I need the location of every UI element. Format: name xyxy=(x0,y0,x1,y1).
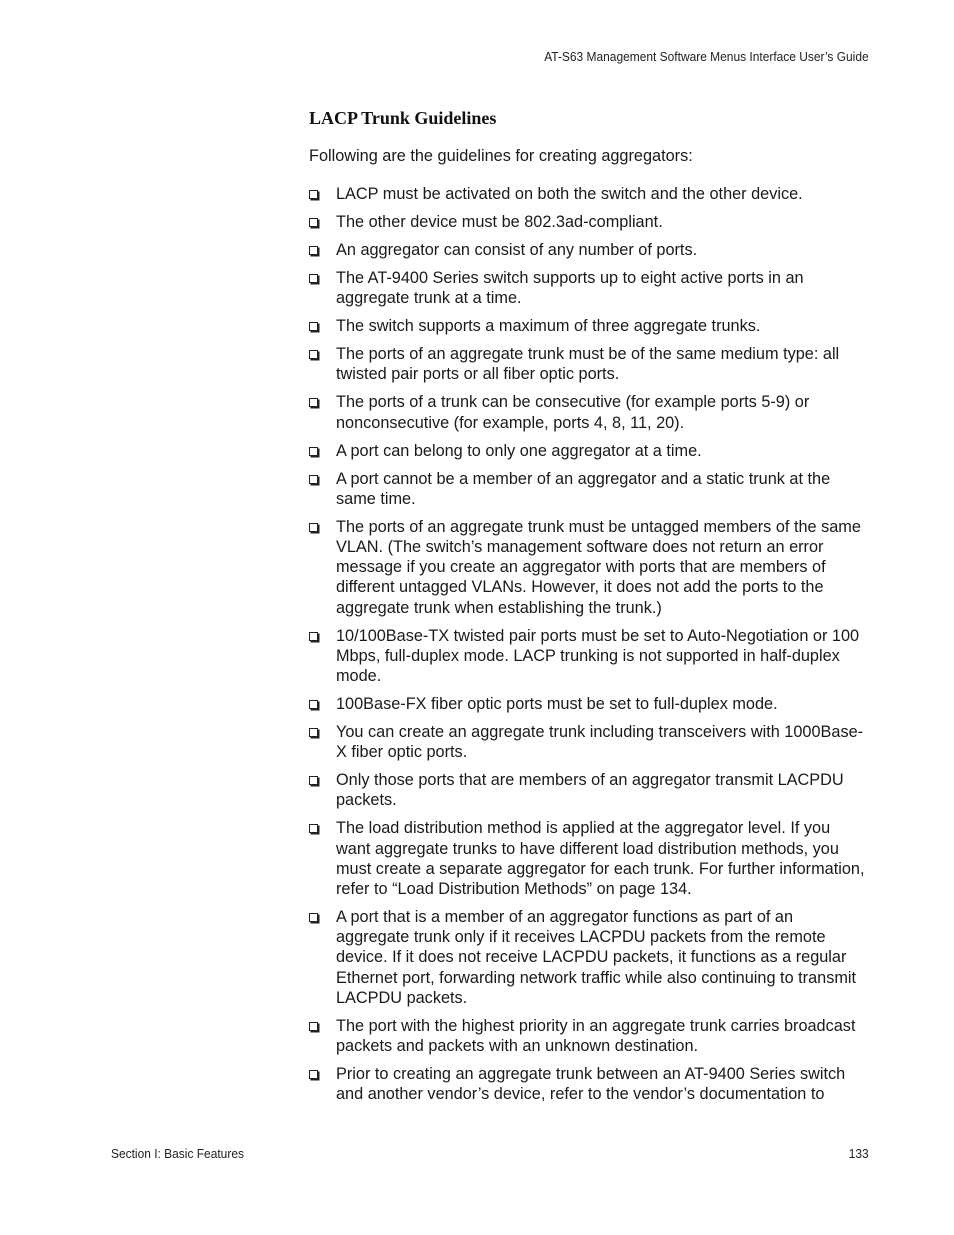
running-header: AT-S63 Management Software Menus Interface User’s Guide xyxy=(544,49,869,64)
list-item xyxy=(309,694,869,714)
list-item-text: The other device must be 802.3ad-compliant. xyxy=(336,213,663,231)
checkbox-bullet-icon xyxy=(309,398,318,407)
list-item-text: The AT-9400 Series switch supports up to eight active ports in an aggregate trunk at a time. xyxy=(336,269,804,308)
guidelines-list xyxy=(309,184,869,1112)
checkbox-bullet-icon xyxy=(309,274,318,283)
list-item xyxy=(309,469,869,509)
list-item-text: Prior to creating an aggregate trunk between an AT-9400 Series switch and another vendor’s device, refer to the vendor’s documentation to xyxy=(336,1065,846,1104)
list-item xyxy=(309,240,869,260)
checkbox-bullet-icon xyxy=(309,350,318,359)
checkbox-bullet-icon xyxy=(309,523,318,532)
list-item xyxy=(309,818,869,899)
intro-paragraph: Following are the guidelines for creating aggregators: xyxy=(309,147,693,165)
list-item xyxy=(309,212,869,232)
list-item xyxy=(309,316,869,336)
checkbox-bullet-icon xyxy=(309,190,318,199)
checkbox-bullet-icon xyxy=(309,824,318,833)
checkbox-bullet-icon xyxy=(309,728,318,737)
list-item xyxy=(309,441,869,461)
list-item-text: The ports of an aggregate trunk must be of the same medium type: all twisted pair ports or all fiber optic ports. xyxy=(336,345,840,384)
checkbox-bullet-icon xyxy=(309,447,318,456)
footer-section-label: Section I: Basic Features xyxy=(111,1146,244,1161)
list-item xyxy=(309,344,869,384)
list-item-text: A port that is a member of an aggregator functions as part of an aggregate trunk only if it receives LACPDU packets from the remote device. If it does not receive LACPDU packets, it functions as a regular Ethernet port, forwarding network traffic while also continuing to transmit LACPDU packets. xyxy=(336,908,857,1007)
list-item xyxy=(309,517,869,618)
checkbox-bullet-icon xyxy=(309,700,318,709)
checkbox-bullet-icon xyxy=(309,632,318,641)
list-item-text: You can create an aggregate trunk including transceivers with 1000Base-X fiber optic ports. xyxy=(336,723,864,762)
checkbox-bullet-icon xyxy=(309,913,318,922)
list-item-text: The port with the highest priority in an aggregate trunk carries broadcast packets and packets with an unknown destination. xyxy=(336,1016,856,1056)
checkbox-bullet-icon xyxy=(309,218,318,227)
list-item-text: Only those ports that are members of an aggregator transmit LACPDU packets. xyxy=(336,771,844,810)
list-item-text: The switch supports a maximum of three aggregate trunks. xyxy=(336,317,761,336)
checkbox-bullet-icon xyxy=(309,776,318,785)
checkbox-bullet-icon xyxy=(309,1070,318,1079)
list-item xyxy=(309,392,869,432)
list-item-text: LACP must be activated on both the switch and the other device. xyxy=(336,185,803,203)
checkbox-bullet-icon xyxy=(309,475,318,484)
list-item-text: 100Base-FX fiber optic ports must be set to full-duplex mode. xyxy=(336,695,778,714)
page-number: 133 xyxy=(849,1146,869,1161)
list-item xyxy=(309,722,869,762)
list-item-text: The load distribution method is applied at the aggregator level. If you want aggregate trunks to have different load distribution methods, you must create a separate aggregator for each trunk. For further information, refer to “Load Distribution Methods” on page 134. xyxy=(336,819,865,899)
list-item-text: The ports of an aggregate trunk must be untagged members of the same VLAN. (The switch’s management software does not return an error message if you create an aggregator with ports that are members of different untagged VLANs. However, it does not add the ports to the aggregate trunk when establishing the trunk.) xyxy=(336,517,861,617)
list-item xyxy=(309,268,869,308)
list-item-text: A port cannot be a member of an aggregator and a static trunk at the same time. xyxy=(336,469,831,508)
checkbox-bullet-icon xyxy=(309,246,318,255)
list-item xyxy=(309,1016,869,1056)
list-item-text: An aggregator can consist of any number of ports. xyxy=(336,241,698,259)
list-item-text: A port can belong to only one aggregator at a time. xyxy=(336,441,702,460)
checkbox-bullet-icon xyxy=(309,1022,318,1031)
list-item xyxy=(309,184,869,204)
list-item xyxy=(309,1064,869,1104)
section-heading: LACP Trunk Guidelines xyxy=(309,108,497,128)
list-item-text: The ports of a trunk can be consecutive (for example ports 5-9) or nonconsecutive (for example, ports 4, 8, 11, 20). xyxy=(336,393,810,432)
list-item xyxy=(309,626,869,687)
list-item xyxy=(309,907,869,1008)
checkbox-bullet-icon xyxy=(309,322,318,331)
list-item xyxy=(309,770,869,810)
list-item-text: 10/100Base-TX twisted pair ports must be set to Auto-Negotiation or 100 Mbps, full-duplex mode. LACP trunking is not supported in half-duplex mode. xyxy=(336,626,860,686)
